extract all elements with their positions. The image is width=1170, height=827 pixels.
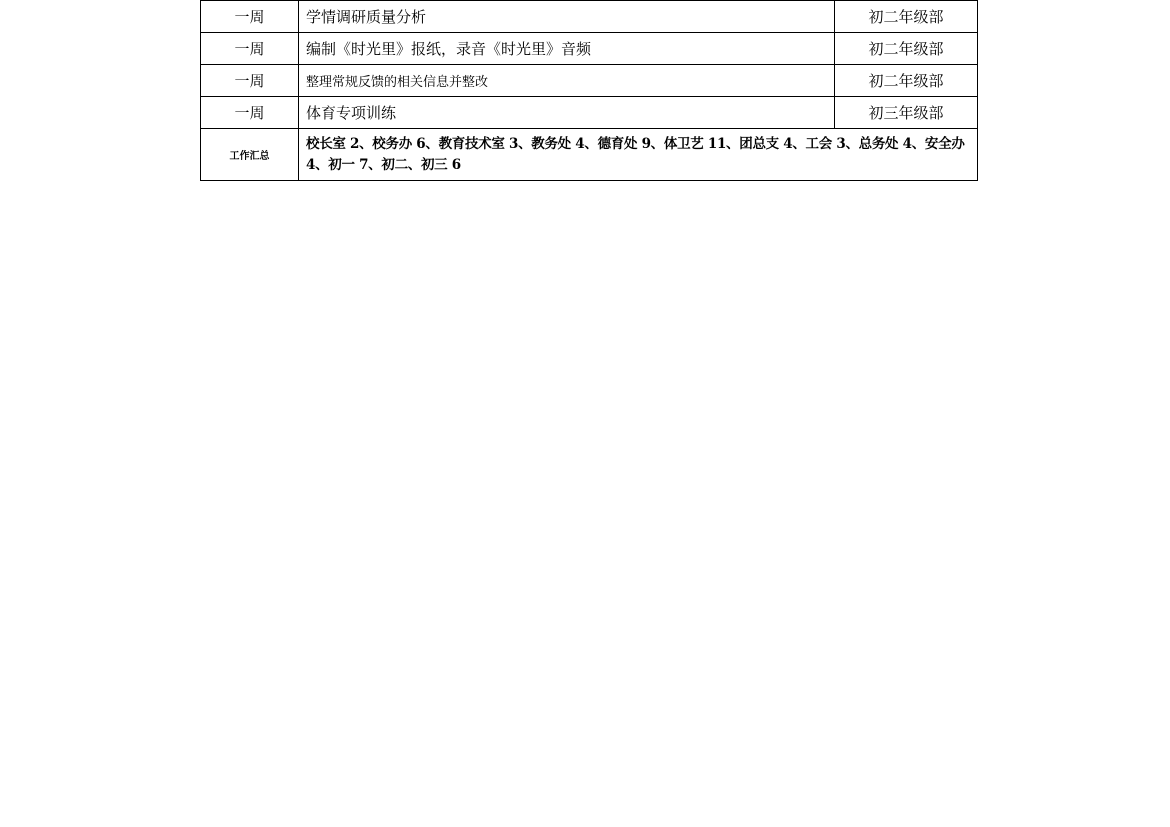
content-cell: 体育专项训练	[299, 97, 835, 129]
content-cell: 编制《时光里》报纸，录音《时光里》音频	[299, 33, 835, 65]
table-row	[201, 97, 978, 129]
work-schedule-table	[200, 0, 978, 181]
department-cell: 初二年级部	[835, 65, 978, 97]
summary-text: 校长室 2、校务办 6、教育技术室 3、教务处 4、德育处 9、体卫艺 11、团总支 4、工会 3、总务处 4、安全办 4、初一 7、初二、初三 6	[299, 129, 978, 181]
table-row	[201, 33, 978, 65]
table-row	[201, 1, 978, 33]
department-cell: 初二年级部	[835, 33, 978, 65]
department-cell: 初二年级部	[835, 1, 978, 33]
department-cell: 初三年级部	[835, 97, 978, 129]
period-cell: 一周	[201, 1, 299, 33]
content-cell: 学情调研质量分析	[299, 1, 835, 33]
period-cell: 一周	[201, 65, 299, 97]
summary-row	[201, 129, 978, 181]
period-cell: 一周	[201, 33, 299, 65]
summary-label: 工作汇总	[201, 129, 299, 181]
table-row	[201, 65, 978, 97]
period-cell: 一周	[201, 97, 299, 129]
content-cell: 整理常规反馈的相关信息并整改	[299, 65, 835, 97]
